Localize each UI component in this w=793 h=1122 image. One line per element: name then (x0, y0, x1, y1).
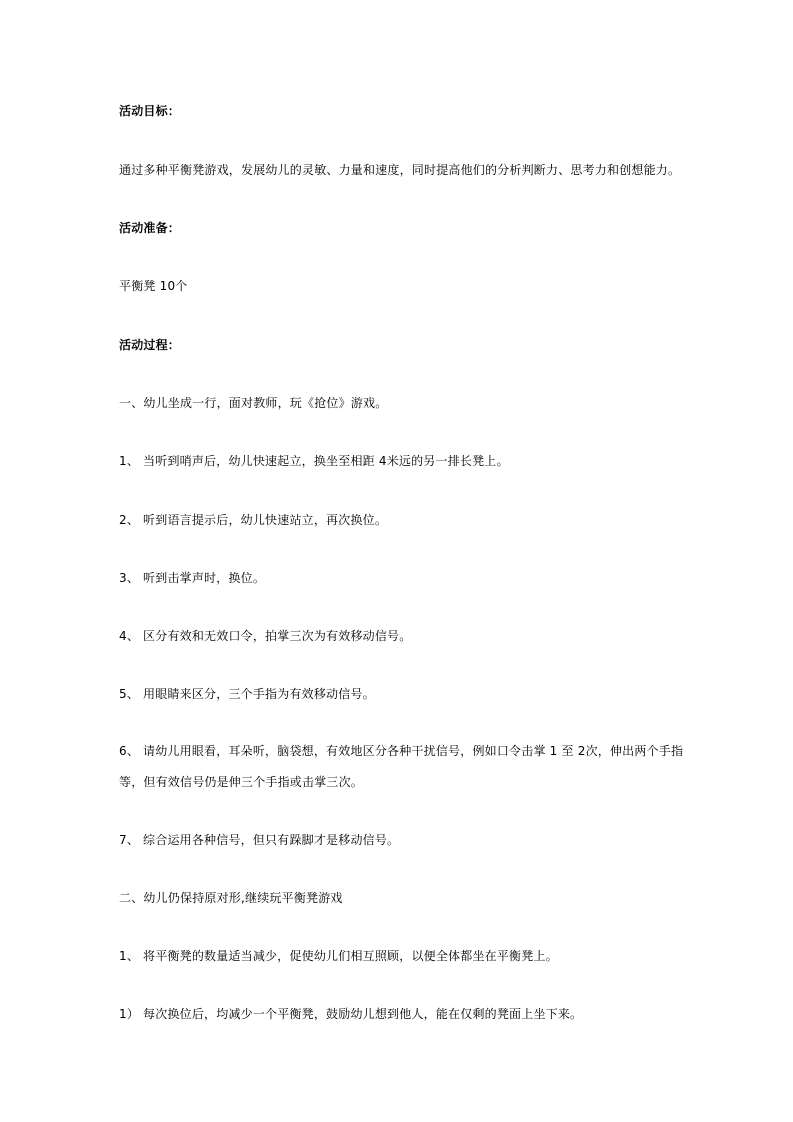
part1-item-6-line-2: 等，但有效信号仍是伸三个手指或击掌三次。 (119, 775, 364, 789)
prep-text: 平衡凳 10个 (119, 279, 188, 293)
part1-title: 一、幼儿坐成一行，面对教师，玩《抢位》游戏。 (119, 396, 388, 410)
part1-item-6-line-1: 6、 请幼儿用眼看，耳朵听，脑袋想，有效地区分各种干扰信号，例如口令击掌 1 至 2次，伸出两个手指 (119, 744, 684, 758)
part1-item-3: 3、 听到击掌声时，换位。 (119, 571, 266, 585)
prep-heading: 活动准备： (119, 221, 181, 235)
part2-subitem-1: 1） 每次换位后，均减少一个平衡凳，鼓励幼儿想到他人，能在仅剩的凳面上坐下来。 (119, 1007, 583, 1021)
part1-item-1: 1、 当听到哨声后，幼儿快速起立，换坐至相距 4米远的另一排长凳上。 (119, 454, 509, 468)
goal-text: 通过多种平衡凳游戏，发展幼儿的灵敏、力量和速度，同时提高他们的分析判断力、思考力和创想能力。 (119, 163, 681, 177)
part1-item-5: 5、 用眼睛来区分，三个手指为有效移动信号。 (119, 687, 375, 701)
part1-item-7: 7、 综合运用各种信号，但只有跺脚才是移动信号。 (119, 833, 400, 847)
part1-item-4: 4、 区分有效和无效口令，拍掌三次为有效移动信号。 (119, 629, 412, 643)
goal-heading: 活动目标： (119, 104, 181, 118)
part2-item-1: 1、 将平衡凳的数量适当减少，促使幼儿们相互照顾，以便全体都坐在平衡凳上。 (119, 949, 558, 963)
part1-item-2: 2、 听到语言提示后，幼儿快速站立，再次换位。 (119, 513, 388, 527)
process-heading: 活动过程： (119, 338, 181, 352)
part2-title: 二、幼儿仍保持原对形,继续玩平衡凳游戏 (119, 891, 343, 905)
